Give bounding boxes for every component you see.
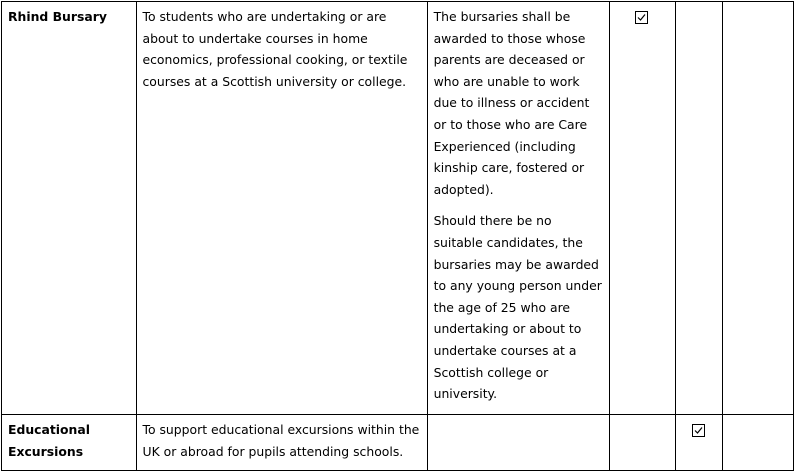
bursary-name-line: Excursions xyxy=(8,443,84,459)
criteria-paragraph: The bursaries shall be awarded to those whose parents are deceased or who are unable to work due to illness or accident or to those who are Care Experienced (including kinship care, fostered or adopted). xyxy=(433,9,590,197)
bursary-table xyxy=(1,1,794,471)
check-cell-2 xyxy=(675,2,722,415)
table-row xyxy=(2,2,794,415)
checked-box-icon[interactable] xyxy=(635,11,648,24)
bursary-purpose: To support educational excursions within the UK or abroad for pupils attending schools. xyxy=(142,422,420,459)
bursary-name: Rhind Bursary xyxy=(8,9,107,24)
check-cell-1 xyxy=(610,2,675,415)
check-cell-1 xyxy=(610,415,675,471)
bursary-name-line: Educational xyxy=(8,422,90,437)
bursary-purpose-cell xyxy=(136,415,427,471)
criteria-paragraph: Should there be no suitable candidates, the bursaries may be awarded to any young person under the age of 25 who are undertaking or about to undertake courses at a Scottish college or university. xyxy=(433,213,602,402)
empty-cell xyxy=(722,415,793,471)
bursary-name-cell xyxy=(2,2,137,415)
bursary-purpose: To students who are undertaking or are about to undertake courses in home economics, professional cooking, or textile courses at a Scottish university or college. xyxy=(142,9,408,89)
check-cell-2 xyxy=(675,415,722,471)
table-row xyxy=(2,415,794,471)
bursary-purpose-cell xyxy=(136,2,427,415)
bursary-criteria-cell xyxy=(427,2,610,415)
bursary-criteria-cell xyxy=(427,415,610,471)
bursary-name-cell xyxy=(2,415,137,471)
empty-cell xyxy=(722,2,793,415)
checked-box-icon[interactable] xyxy=(692,424,705,437)
